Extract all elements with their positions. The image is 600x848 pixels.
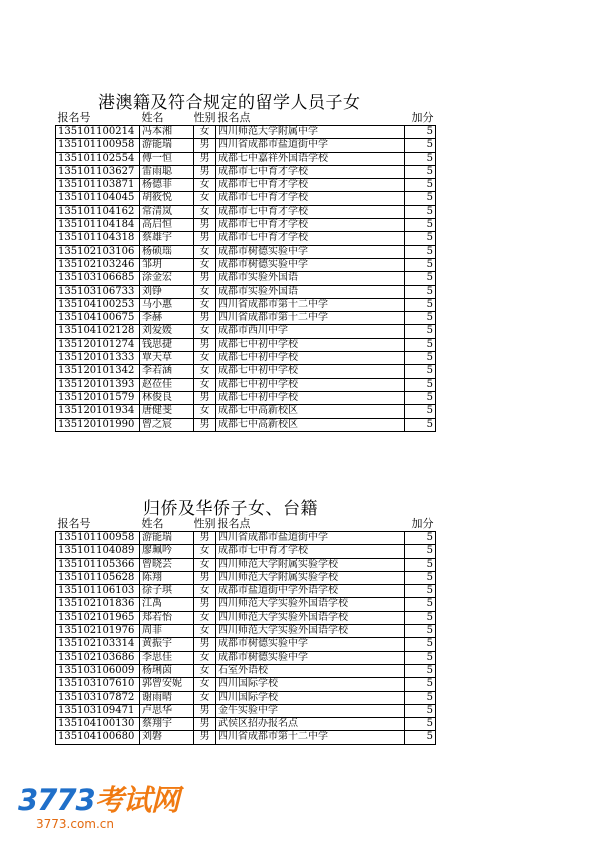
table-row — [56, 219, 436, 232]
table-cell: 林俊良 — [140, 391, 194, 404]
table-cell: 廖珮吟 — [140, 545, 194, 558]
table-cell: 蔡雄宇 — [140, 232, 194, 245]
table-cell: 135101103627 — [56, 165, 140, 178]
table-row — [56, 152, 436, 165]
table-cell: 5 — [405, 571, 436, 584]
table-row — [56, 205, 436, 218]
table-cell: 女 — [194, 126, 216, 139]
table-cell: 雷雨聪 — [140, 165, 194, 178]
table-row — [56, 718, 436, 731]
column-header: 性别 — [193, 517, 216, 530]
table-cell: 成都市树德实验中学 — [216, 258, 405, 271]
table-cell: 135104100680 — [56, 731, 140, 744]
column-header: 报名号 — [56, 517, 140, 532]
table-cell: 5 — [405, 611, 436, 624]
table-cell: 周菲 — [140, 625, 194, 638]
table-cell: 5 — [405, 352, 436, 365]
table-row — [56, 558, 436, 571]
table-cell: 女 — [194, 245, 216, 258]
table-cell: 四川国际学校 — [216, 691, 405, 704]
table-cell: 5 — [405, 651, 436, 664]
table-cell: 5 — [405, 205, 436, 218]
table-cell: 刘磐 — [140, 731, 194, 744]
table-cell: 女 — [194, 365, 216, 378]
table-cell: 135101102554 — [56, 152, 140, 165]
table-cell: 135101100958 — [56, 139, 140, 152]
table-cell: 游能瑞 — [140, 139, 194, 152]
table-row — [56, 325, 436, 338]
table-cell: 女 — [194, 258, 216, 271]
table-cell: 135104100253 — [56, 298, 140, 311]
table-cell: 135120101274 — [56, 338, 140, 351]
table-cell: 5 — [405, 638, 436, 651]
table-cell: 男 — [194, 598, 216, 611]
table-cell: 卢思华 — [140, 704, 194, 717]
table-cell: 成都市树德实验中学 — [216, 651, 405, 664]
table-cell: 男 — [194, 731, 216, 744]
table-cell: 成都市七中育才学校 — [216, 232, 405, 245]
table-cell: 男 — [194, 704, 216, 717]
table-cell: 135102101965 — [56, 611, 140, 624]
table-cell: 杨硕瑶 — [140, 245, 194, 258]
table-row — [56, 664, 436, 677]
table-row — [56, 678, 436, 691]
table-cell: 135104102128 — [56, 325, 140, 338]
table-cell: 女 — [194, 545, 216, 558]
table-row — [56, 532, 436, 545]
table-cell: 135120101393 — [56, 378, 140, 391]
table-cell: 135103106733 — [56, 285, 140, 298]
table-cell: 5 — [405, 219, 436, 232]
table-cell: 李思佳 — [140, 651, 194, 664]
table-cell: 谢雨晴 — [140, 691, 194, 704]
table-cell: 男 — [194, 152, 216, 165]
table-cell: 陈翔 — [140, 571, 194, 584]
table-cell: 成都七中高新校区 — [216, 405, 405, 418]
table-cell: 男 — [194, 532, 216, 545]
table-cell: 成都市西川中学 — [216, 325, 405, 338]
table-cell: 135101106103 — [56, 585, 140, 598]
table-row — [56, 165, 436, 178]
table-cell: 135102103314 — [56, 638, 140, 651]
table-cell: 5 — [405, 691, 436, 704]
table-cell: 男 — [194, 638, 216, 651]
table-cell: 135104100675 — [56, 312, 140, 325]
table-cell: 女 — [194, 325, 216, 338]
table-cell: 135120101990 — [56, 418, 140, 431]
table-cell: 5 — [405, 285, 436, 298]
table-cell: 李若涵 — [140, 365, 194, 378]
table-row — [56, 585, 436, 598]
table-cell: 成都市七中育才学校 — [216, 219, 405, 232]
table-row — [56, 545, 436, 558]
table-cell: 四川师范大学实验外国语学校 — [216, 598, 405, 611]
table-cell: 男 — [194, 338, 216, 351]
table-cell: 5 — [405, 325, 436, 338]
table-cell: 四川省成都市第十二中学 — [216, 312, 405, 325]
table-cell: 女 — [194, 205, 216, 218]
table-cell: 135101104089 — [56, 545, 140, 558]
table-cell: 四川师范大学附属实验学校 — [216, 571, 405, 584]
table-cell: 5 — [405, 731, 436, 744]
table-cell: 女 — [194, 179, 216, 192]
table-cell: 女 — [194, 651, 216, 664]
table-cell: 成都七中初中学校 — [216, 391, 405, 404]
table-cell: 高启恒 — [140, 219, 194, 232]
table-cell: 成都市实验外国语 — [216, 272, 405, 285]
table-cell: 5 — [405, 152, 436, 165]
table-row — [56, 571, 436, 584]
table-cell: 马小惠 — [140, 298, 194, 311]
table-row — [56, 611, 436, 624]
table-cell: 男 — [194, 571, 216, 584]
table-cell: 5 — [405, 192, 436, 205]
table-cell: 女 — [194, 285, 216, 298]
table-cell: 5 — [405, 245, 436, 258]
table-cell: 女 — [194, 611, 216, 624]
table-cell: 女 — [194, 558, 216, 571]
table-cell: 135101100958 — [56, 532, 140, 545]
table-cell: 5 — [405, 179, 436, 192]
table-cell: 冯本湘 — [140, 126, 194, 139]
table-cell: 男 — [194, 718, 216, 731]
table-cell: 女 — [194, 378, 216, 391]
table-cell: 135101100214 — [56, 126, 140, 139]
table-row — [56, 258, 436, 271]
table-cell: 成都市七中育才学校 — [216, 179, 405, 192]
table-cell: 135103109471 — [56, 704, 140, 717]
table-cell: 5 — [405, 532, 436, 545]
table-cell: 成都七中初中学校 — [216, 378, 405, 391]
table-cell: 135103106009 — [56, 664, 140, 677]
table-row — [56, 285, 436, 298]
table-cell: 5 — [405, 126, 436, 139]
table-cell: 5 — [405, 545, 436, 558]
table-cell: 游能瑞 — [140, 532, 194, 545]
table-cell: 胡筱悦 — [140, 192, 194, 205]
table-cell: 四川国际学校 — [216, 678, 405, 691]
table-cell: 男 — [194, 219, 216, 232]
table-cell: 135101104162 — [56, 205, 140, 218]
table-cell: 135102101976 — [56, 625, 140, 638]
table-cell: 江禹 — [140, 598, 194, 611]
section2-table — [55, 517, 436, 745]
table-row — [56, 272, 436, 285]
table-cell: 四川省成都市第十二中学 — [216, 298, 405, 311]
table-cell: 5 — [405, 678, 436, 691]
table-row — [56, 691, 436, 704]
table-cell: 女 — [194, 691, 216, 704]
table-row — [56, 704, 436, 717]
table-cell: 曾之宸 — [140, 418, 194, 431]
table-cell: 5 — [405, 378, 436, 391]
table-cell: 135120101579 — [56, 391, 140, 404]
table-row — [56, 139, 436, 152]
table-cell: 5 — [405, 664, 436, 677]
table-row — [56, 365, 436, 378]
table-cell: 金牛实验中学 — [216, 704, 405, 717]
site-logo — [18, 778, 179, 831]
table-row — [56, 126, 436, 139]
table-cell: 135102103686 — [56, 651, 140, 664]
table-row — [56, 638, 436, 651]
table-cell: 5 — [405, 165, 436, 178]
table-cell: 5 — [405, 365, 436, 378]
table-cell: 成都七中嘉祥外国语学校 — [216, 152, 405, 165]
column-header: 姓名 — [140, 517, 194, 532]
table-cell: 5 — [405, 312, 436, 325]
table-row — [56, 651, 436, 664]
table-cell: 徐子琪 — [140, 585, 194, 598]
table-cell: 5 — [405, 598, 436, 611]
table-cell: 成都市七中育才学校 — [216, 545, 405, 558]
table-row — [56, 192, 436, 205]
table-row — [56, 625, 436, 638]
table-cell: 成都市树德实验中学 — [216, 638, 405, 651]
table-row — [56, 352, 436, 365]
table-row — [56, 391, 436, 404]
table-cell: 135101104184 — [56, 219, 140, 232]
table-cell: 女 — [194, 585, 216, 598]
table-cell: 蔡翔宇 — [140, 718, 194, 731]
logo-text: 考试网 — [94, 783, 179, 817]
table-cell: 135102101836 — [56, 598, 140, 611]
table-cell: 四川师范大学附属实验学校 — [216, 558, 405, 571]
table-cell: 135101105628 — [56, 571, 140, 584]
table-cell: 四川省成都市盐道街中学 — [216, 532, 405, 545]
table-cell: 135103107610 — [56, 678, 140, 691]
table-cell: 成都七中高新校区 — [216, 418, 405, 431]
table-cell: 覃天草 — [140, 352, 194, 365]
table-cell: 杨德菲 — [140, 179, 194, 192]
table-header-row — [56, 111, 436, 126]
table-cell: 135102103246 — [56, 258, 140, 271]
table-cell: 男 — [194, 391, 216, 404]
table-row — [56, 418, 436, 431]
table-cell: 5 — [405, 405, 436, 418]
table-cell: 男 — [194, 418, 216, 431]
table-cell: 5 — [405, 418, 436, 431]
table-cell: 杨琍茵 — [140, 664, 194, 677]
table-cell: 男 — [194, 232, 216, 245]
table-cell: 135120101333 — [56, 352, 140, 365]
table-cell: 135101104318 — [56, 232, 140, 245]
section1-table — [55, 111, 436, 432]
table-cell: 男 — [194, 139, 216, 152]
table-cell: 女 — [194, 298, 216, 311]
table-cell: 5 — [405, 625, 436, 638]
logo-number: 3773 — [18, 783, 95, 817]
table-cell: 135101104045 — [56, 192, 140, 205]
table-cell: 成都七中初中学校 — [216, 365, 405, 378]
table-cell: 曾晓芸 — [140, 558, 194, 571]
table-row — [56, 232, 436, 245]
table-cell: 135102103106 — [56, 245, 140, 258]
table-cell: 刘铮 — [140, 285, 194, 298]
table-cell: 5 — [405, 704, 436, 717]
table-cell: 涂金宏 — [140, 272, 194, 285]
table-cell: 5 — [405, 258, 436, 271]
column-header: 性别 — [193, 111, 216, 124]
table-cell: 135101103871 — [56, 179, 140, 192]
table-cell: 5 — [405, 558, 436, 571]
section1-title: 港澳籍及符合规定的留学人员子女 — [98, 93, 361, 113]
column-header: 加分 — [405, 111, 436, 126]
table-cell: 135104100130 — [56, 718, 140, 731]
column-header: 报名号 — [56, 111, 140, 126]
table-cell: 成都市七中育才学校 — [216, 205, 405, 218]
table-cell: 成都市树德实验中学 — [216, 245, 405, 258]
table-cell: 135101105366 — [56, 558, 140, 571]
table-cell: 5 — [405, 391, 436, 404]
table-cell: 刘爱媛 — [140, 325, 194, 338]
table-cell: 5 — [405, 272, 436, 285]
column-header: 加分 — [405, 517, 436, 532]
table-cell: 5 — [405, 585, 436, 598]
table-cell: 男 — [194, 165, 216, 178]
table-cell: 5 — [405, 298, 436, 311]
table-cell: 傅一恒 — [140, 152, 194, 165]
table-row — [56, 405, 436, 418]
table-cell: 四川省成都市盐道街中学 — [216, 139, 405, 152]
table-cell: 成都市七中育才学校 — [216, 192, 405, 205]
column-header: 报名点 — [216, 517, 405, 532]
table-cell: 5 — [405, 718, 436, 731]
table-header-row — [56, 517, 436, 532]
table-cell: 郭曾安妮 — [140, 678, 194, 691]
table-cell: 四川师范大学实验外国语学校 — [216, 611, 405, 624]
table-cell: 女 — [194, 664, 216, 677]
table-cell: 男 — [194, 312, 216, 325]
table-cell: 男 — [194, 272, 216, 285]
table-row — [56, 179, 436, 192]
table-cell: 常清岚 — [140, 205, 194, 218]
table-cell: 四川师范大学附属中学 — [216, 126, 405, 139]
table-cell: 成都七中初中学校 — [216, 352, 405, 365]
table-cell: 钱思捷 — [140, 338, 194, 351]
column-header: 报名点 — [216, 111, 405, 126]
table-row — [56, 312, 436, 325]
table-row — [56, 298, 436, 311]
table-cell: 5 — [405, 338, 436, 351]
table-cell: 四川师范大学实验外国语学校 — [216, 625, 405, 638]
table-cell: 成都七中初中学校 — [216, 338, 405, 351]
table-cell: 黄振宇 — [140, 638, 194, 651]
table-cell: 女 — [194, 405, 216, 418]
table-cell: 女 — [194, 625, 216, 638]
table-cell: 李赫 — [140, 312, 194, 325]
table-cell: 女 — [194, 192, 216, 205]
table-cell: 四川省成都市第十二中学 — [216, 731, 405, 744]
table-row — [56, 598, 436, 611]
table-cell: 成都市实验外国语 — [216, 285, 405, 298]
table-cell: 135103106685 — [56, 272, 140, 285]
table-cell: 郑若怡 — [140, 611, 194, 624]
table-row — [56, 378, 436, 391]
table-cell: 女 — [194, 678, 216, 691]
table-cell: 唐健斐 — [140, 405, 194, 418]
table-cell: 5 — [405, 232, 436, 245]
table-row — [56, 245, 436, 258]
logo-url: 3773.com.cn — [36, 817, 114, 831]
table-cell: 武侯区招办报名点 — [216, 718, 405, 731]
column-header: 姓名 — [140, 111, 194, 126]
table-cell: 成都市盐道街中学外语学校 — [216, 585, 405, 598]
table-cell: 成都市七中育才学校 — [216, 165, 405, 178]
table-row — [56, 731, 436, 744]
table-cell: 石室外语校 — [216, 664, 405, 677]
table-cell: 女 — [194, 352, 216, 365]
table-cell: 赵莅佳 — [140, 378, 194, 391]
table-cell: 5 — [405, 139, 436, 152]
table-row — [56, 338, 436, 351]
table-cell: 135103107872 — [56, 691, 140, 704]
table-cell: 135120101342 — [56, 365, 140, 378]
table-cell: 135120101934 — [56, 405, 140, 418]
table-cell: 邹玥 — [140, 258, 194, 271]
section2-title: 归侨及华侨子女、台籍 — [143, 499, 318, 519]
